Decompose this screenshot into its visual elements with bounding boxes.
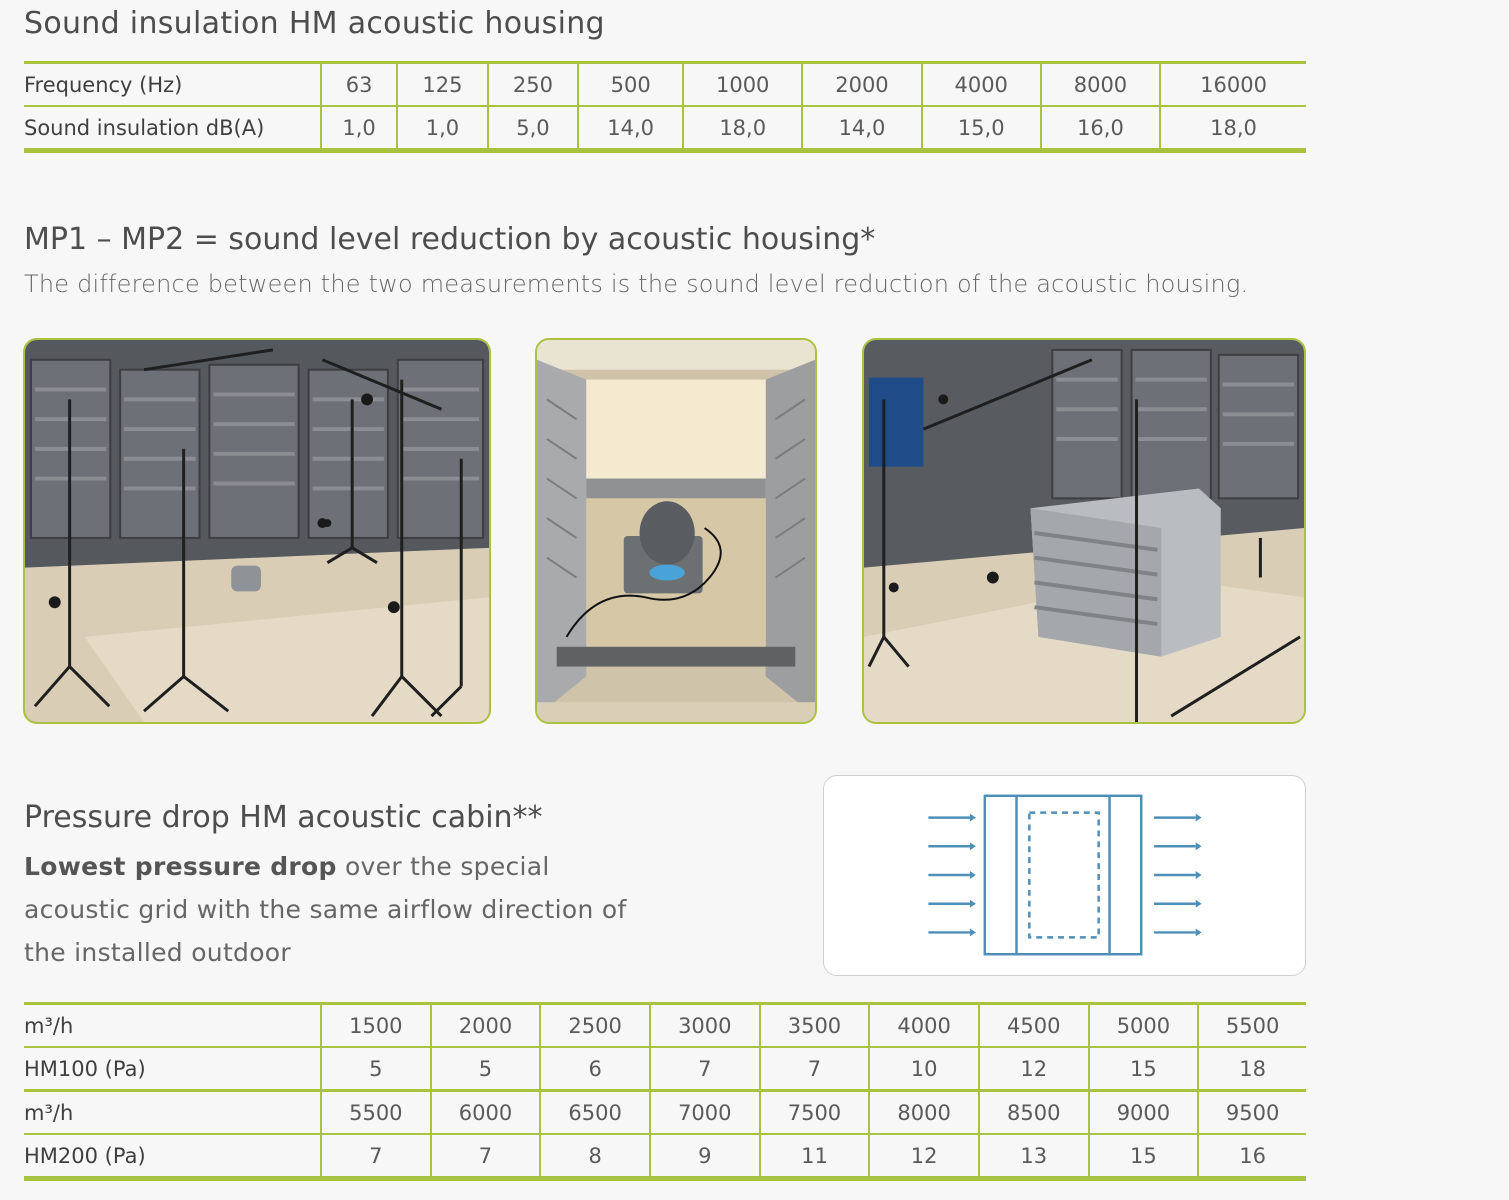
- table-cell: 6000: [431, 1091, 541, 1135]
- table-cell: 18,0: [1160, 106, 1306, 151]
- table-cell: 5,0: [488, 106, 579, 151]
- table-cell: 8500: [979, 1091, 1089, 1135]
- table-cell: 1,0: [321, 106, 397, 151]
- pressure-drop-table: [24, 1002, 1306, 1181]
- table-cell: 14,0: [802, 106, 921, 151]
- table-cell: 6: [540, 1047, 650, 1091]
- row-label: HM100 (Pa): [24, 1047, 321, 1091]
- sound-insulation-table: [24, 61, 1306, 153]
- table-cell: 5: [321, 1047, 431, 1091]
- table-row: [24, 1134, 1306, 1179]
- table-row: [24, 106, 1306, 151]
- table-cell: 15,0: [922, 106, 1041, 151]
- row-label: Frequency (Hz): [24, 72, 183, 97]
- table-cell: 250: [488, 63, 579, 107]
- table-cell: 8000: [1041, 63, 1160, 107]
- table-cell: 14,0: [578, 106, 683, 151]
- table-cell: 1500: [321, 1004, 431, 1048]
- section-subtitle: The difference between the two measurements is the sound level reduction of the acoustic housing.: [24, 270, 1249, 298]
- table-cell: 15: [1089, 1134, 1199, 1179]
- table-cell: 9500: [1198, 1091, 1306, 1135]
- closed-housing-photo: [864, 340, 1304, 722]
- table-cell: 5500: [1198, 1004, 1306, 1048]
- table-cell: 7500: [760, 1091, 870, 1135]
- table-cell: 13: [979, 1134, 1089, 1179]
- table-cell: 7: [760, 1047, 870, 1091]
- section-title-pressure-drop: Pressure drop HM acoustic cabin**: [24, 800, 543, 835]
- table-cell: 3500: [760, 1004, 870, 1048]
- table-cell: 18: [1198, 1047, 1306, 1091]
- table-cell: 8: [540, 1134, 650, 1179]
- table-cell: 5000: [1089, 1004, 1199, 1048]
- table-cell: 11: [760, 1134, 870, 1179]
- table-cell: 6500: [540, 1091, 650, 1135]
- pressure-drop-description: [24, 845, 644, 974]
- table-cell: 8000: [869, 1091, 979, 1135]
- table-cell: 12: [979, 1047, 1089, 1091]
- row-label: HM200 (Pa): [24, 1134, 321, 1179]
- row-label: m³/h: [24, 1091, 321, 1135]
- table-cell: 3000: [650, 1004, 760, 1048]
- photo-blower-in-housing: [535, 338, 817, 724]
- row-label: m³/h: [24, 1013, 74, 1038]
- table-cell: 18,0: [683, 106, 802, 151]
- table-cell: 2000: [431, 1004, 541, 1048]
- table-cell: 4500: [979, 1004, 1089, 1048]
- anechoic-room-photo: [25, 340, 489, 722]
- airflow-diagram-box: [823, 775, 1306, 976]
- table-cell: 500: [578, 63, 683, 107]
- table-cell: 9000: [1089, 1091, 1199, 1135]
- table-row: [24, 1091, 1306, 1135]
- table-cell: 15: [1089, 1047, 1199, 1091]
- table-row: [24, 1004, 1306, 1048]
- description-emphasis: Lowest pressure drop: [24, 852, 337, 881]
- table-row: [24, 1047, 1306, 1091]
- table-cell: 7000: [650, 1091, 760, 1135]
- section-title-sound-level-reduction: MP1 – MP2 = sound level reduction by acoustic housing*: [24, 222, 876, 257]
- photo-blower-measurement: [23, 338, 491, 724]
- open-housing-photo: [537, 340, 815, 722]
- table-cell: 7: [650, 1047, 760, 1091]
- table-cell: 7: [431, 1134, 541, 1179]
- table-cell: 16000: [1160, 63, 1306, 107]
- table-cell: 16,0: [1041, 106, 1160, 151]
- table-cell: 63: [321, 63, 397, 107]
- table-cell: 7: [321, 1134, 431, 1179]
- table-cell: 4000: [869, 1004, 979, 1048]
- table-row: [24, 63, 1306, 107]
- row-label: Sound insulation dB(A): [24, 106, 321, 151]
- table-cell: 16: [1198, 1134, 1306, 1179]
- table-cell: 12: [869, 1134, 979, 1179]
- table-cell: 2500: [540, 1004, 650, 1048]
- table-cell: 5: [431, 1047, 541, 1091]
- table-cell: 125: [397, 63, 488, 107]
- table-cell: 5500: [321, 1091, 431, 1135]
- description-text: over the special acoustic grid with the same airflow direction of the installed outdoor: [24, 852, 627, 967]
- table-cell: 2000: [802, 63, 921, 107]
- airflow-through-cabin-icon: [824, 776, 1305, 975]
- table-cell: 1,0: [397, 106, 488, 151]
- table-cell: 1000: [683, 63, 802, 107]
- table-cell: 9: [650, 1134, 760, 1179]
- section-title-sound-insulation: Sound insulation HM acoustic housing: [24, 6, 605, 41]
- table-cell: 10: [869, 1047, 979, 1091]
- photo-closed-housing: [862, 338, 1306, 724]
- table-cell: 4000: [922, 63, 1041, 107]
